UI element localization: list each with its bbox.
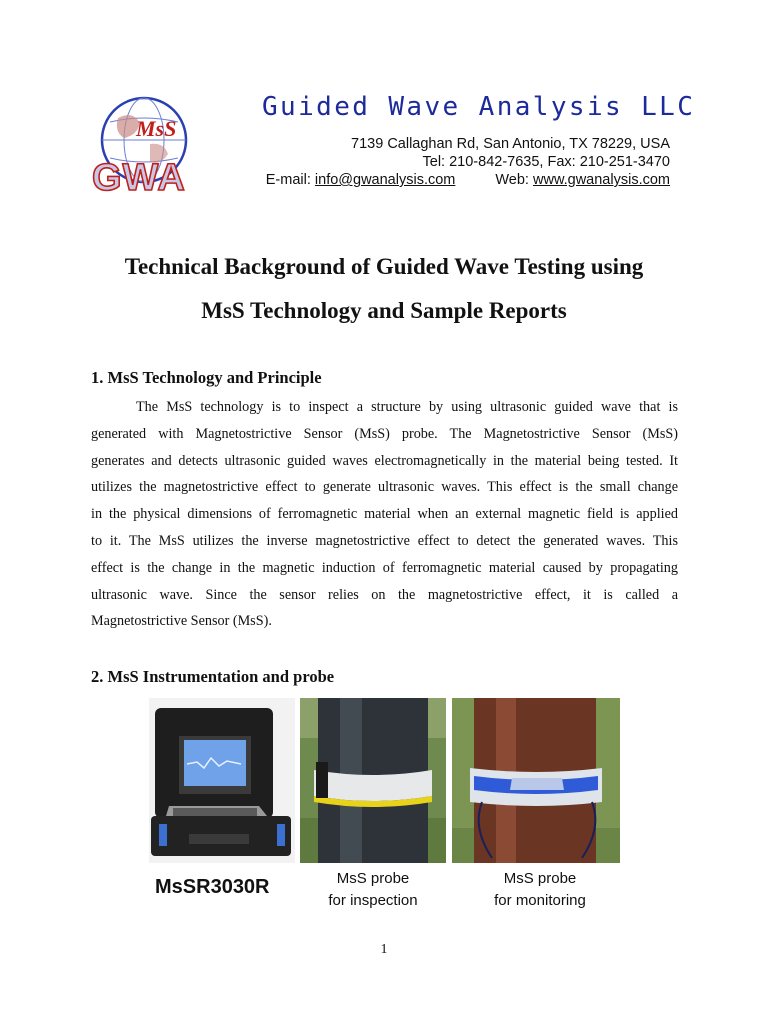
company-name: Guided Wave Analysis LLC: [262, 92, 696, 122]
document-title-line-2: MsS Technology and Sample Reports: [201, 298, 567, 323]
caption-line: MsS probe: [336, 870, 410, 887]
probe-inspection-caption: [300, 868, 446, 912]
paragraph-line: to it. The MsS utilizes the inverse magnetostrictive effect to detect the generated waves. This: [91, 532, 678, 549]
address: 7139 Callaghan Rd, San Antonio, TX 78229, USA: [351, 136, 670, 152]
section-1-heading: 1. MsS Technology and Principle: [91, 368, 322, 387]
paragraph-line: utilizes the magnetostrictive effect to generate ultrasonic waves. This effect is the small change: [91, 479, 678, 496]
page-number: 1: [380, 942, 388, 957]
web-link[interactable]: www.gwanalysis.com: [533, 172, 670, 188]
svg-text:MsS: MsS: [136, 116, 177, 141]
company-logo: [88, 92, 198, 196]
paragraph-line: generated with Magnetostrictive Sensor (MsS) probe. The Magnetostrictive Sensor (MsS): [91, 425, 678, 442]
paragraph-line: generates and detects ultrasonic guided waves electromagnetically in the material being tested. It: [91, 452, 678, 469]
email-link[interactable]: info@gwanalysis.com: [314, 172, 456, 188]
probe-monitoring-caption: [460, 868, 620, 912]
probe-monitoring-photo: [452, 698, 620, 863]
paragraph-line: in the physical dimensions of ferromagnetic material when an external magnetic field is applied: [91, 506, 678, 523]
section-1-paragraph: [91, 394, 678, 635]
svg-text:GWA: GWA: [92, 157, 186, 196]
instrument-caption: MsSR3030R: [155, 876, 270, 898]
email-label: E-mail:: [265, 172, 311, 188]
instrument-photo: [149, 698, 295, 863]
document-title-line-1: Technical Background of Guided Wave Testing using: [124, 254, 644, 279]
web-label: Web:: [495, 172, 529, 188]
caption-line: MsS probe: [503, 870, 577, 887]
paragraph-line: ultrasonic wave. Since the sensor relies on the magnetostrictive effect, it is called a: [91, 586, 678, 603]
phone-fax: Tel: 210-842-7635, Fax: 210-251-3470: [422, 154, 670, 170]
section-2-heading: 2. MsS Instrumentation and probe: [91, 667, 335, 686]
paragraph-line: effect is the change in the magnetic induction of ferromagnetic material caused by propagating: [91, 559, 678, 576]
paragraph-line: Magnetostrictive Sensor (MsS).: [91, 613, 272, 630]
caption-line: for monitoring: [494, 892, 586, 909]
probe-inspection-photo: [300, 698, 446, 863]
email-web-line: [210, 172, 670, 188]
paragraph-line: The MsS technology is to inspect a structure by using ultrasonic guided wave that is: [136, 399, 678, 415]
caption-line: for inspection: [328, 892, 418, 909]
